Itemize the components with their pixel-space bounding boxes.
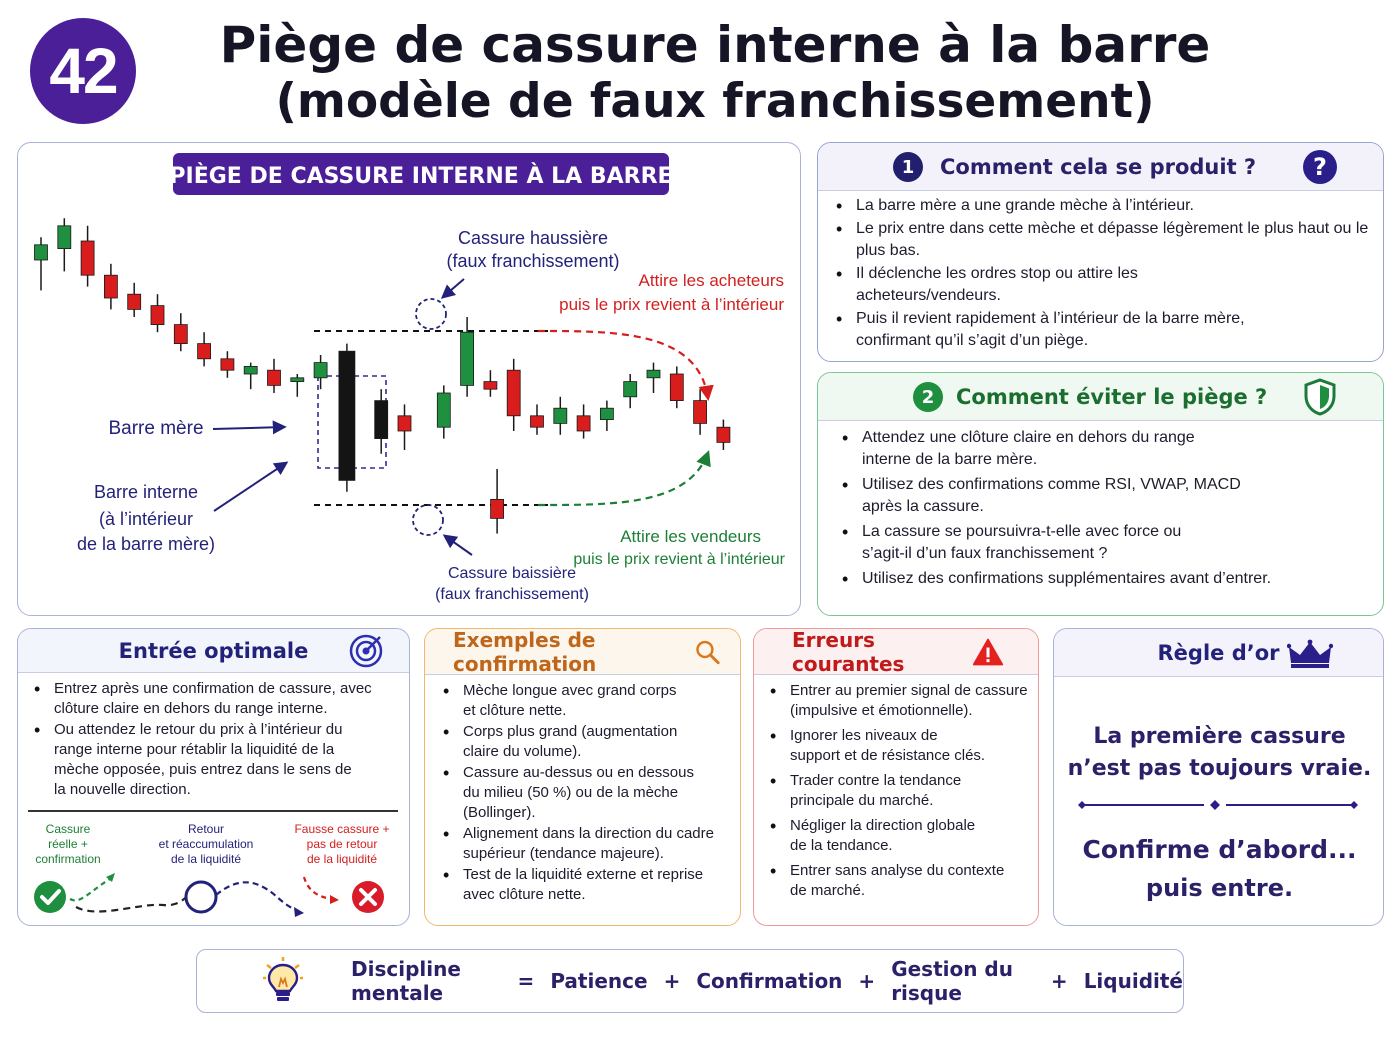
formula-operator: + [858, 969, 876, 993]
candle-body [244, 366, 257, 374]
candle-body [151, 306, 164, 325]
warning-icon [972, 636, 1004, 668]
gold-line-4: puis entre. [1145, 874, 1294, 902]
reaccumulation-label-3: de la liquidité [170, 852, 242, 866]
reaccumulation-label-2: et réaccumulation [158, 837, 254, 851]
number-badge: 42 [30, 18, 136, 124]
candle [531, 404, 544, 434]
mother-candle [339, 344, 355, 492]
how-item: • Puis il revient rapidement à l’intérieur de la barre mère, confirmant qu’il s’agit d’un piège. [834, 308, 1304, 352]
lightbulb-icon [263, 957, 303, 1005]
candle-body [717, 427, 730, 442]
entry-item: • Ou attendez le retour du prix à l’intérieur du range interne pour rétablir la liquidité de la mèche opposée, puis entrez dans le sens de la nouvelle direction. [32, 720, 352, 800]
candle [647, 363, 660, 393]
how-header [818, 143, 1383, 191]
formula-term: Patience [550, 969, 648, 993]
candle [104, 264, 117, 310]
cross-icon [352, 881, 384, 913]
candle-body [398, 416, 411, 431]
sellers-label-2: puis le prix revient à l’intérieur [573, 551, 785, 568]
error-item: • Trader contre la tendance principale du marché. [768, 771, 978, 811]
bullish-breakout-arrow [443, 279, 464, 297]
entry-item: • Entrez après une confirmation de cassure, avec clôture claire en dehors du range interne. [32, 679, 392, 719]
reaccumulation-label-1: Retour [187, 822, 225, 836]
gold-line-1: La première cassure [1093, 724, 1346, 749]
candle [577, 404, 590, 438]
avoid-item: • Utilisez des confirmations supplémentaires avant d’entrer. [840, 568, 1370, 590]
entry-title: Entrée optimale [118, 638, 309, 663]
error-item: • Ignorer les niveaux de support et de résistance clés. [768, 726, 988, 766]
candle-body [437, 393, 450, 427]
false-breakout-label-3: de la liquidité [306, 852, 378, 866]
how-item: • La barre mère a une grande mèche à l’intérieur. [834, 195, 1374, 217]
candle [717, 420, 730, 450]
common-errors-card [753, 628, 1039, 926]
sellers-return-arrow [538, 453, 708, 505]
candle-body [531, 416, 544, 427]
candle-body [484, 382, 497, 390]
formula-operator: = [517, 969, 535, 993]
candle-body [670, 374, 683, 401]
gold-divider [1074, 797, 1364, 813]
candle [244, 363, 257, 390]
formula-term: Discipline mentale [351, 957, 461, 1005]
discipline-formula [196, 949, 1184, 1013]
reaccumulation-circle [186, 882, 216, 912]
buyers-label-1: Attire les acheteurs [638, 271, 784, 290]
confirm-header [425, 629, 740, 675]
candle-body [198, 344, 211, 359]
candle [507, 359, 520, 431]
candle [291, 374, 304, 397]
candle [174, 313, 187, 351]
candle [624, 374, 637, 408]
confirm-title: Exemples de confirmation [453, 628, 597, 676]
inside-bar-label-3: de la barre mère) [76, 534, 216, 554]
error-item: • Négliger la direction globale de la tendance. [768, 816, 988, 856]
bearish-breakout-arrow [445, 536, 472, 555]
entry-divider [28, 810, 398, 812]
false-breakout-path [304, 877, 332, 899]
candle-body [314, 363, 327, 378]
entry-list [32, 679, 392, 801]
avoid-item: • Utilisez des confirmations comme RSI, VWAP, MACD après la cassure. [840, 474, 1280, 518]
real-breakout-label-2: réelle + [48, 837, 88, 851]
candle-body [600, 408, 613, 419]
confirmation-examples-card [424, 628, 741, 926]
errors-list [768, 681, 1030, 902]
confirm-item: • Mèche longue avec grand corps et clôture nette. [441, 681, 681, 721]
candle [398, 404, 411, 450]
candle-body [58, 226, 71, 249]
liquidity-path [216, 882, 298, 911]
inside-bar-arrow [214, 463, 286, 511]
page-title: Piège de cassure interne à la barre [219, 16, 1211, 74]
avoid-header [818, 373, 1383, 421]
how-list [834, 195, 1374, 353]
how-it-happens-card [817, 142, 1384, 362]
candle [670, 366, 683, 408]
chart-panel [17, 142, 801, 616]
svg-text:1: 1 [901, 156, 915, 178]
svg-text:2: 2 [921, 386, 935, 408]
candle [128, 283, 141, 317]
formula-operator: + [663, 969, 681, 993]
false-breakout-label-2: pas de retour [306, 837, 378, 851]
sellers-label-1: Attire les vendeurs [620, 527, 761, 546]
bullish-breakout-label-1: Cassure haussière [457, 228, 609, 248]
formula-operator: + [1050, 969, 1068, 993]
candle [554, 397, 567, 435]
candle-body [35, 245, 48, 260]
gold-line-2: n’est pas toujours vraie. [1067, 756, 1372, 781]
entry-diagram [18, 815, 410, 925]
candle-body [104, 275, 117, 298]
errors-title: Erreurs courantes [792, 628, 905, 676]
page-subtitle: (modèle de faux franchissement) [275, 74, 1155, 129]
false-breakout-label-1: Fausse cassure + [294, 822, 390, 836]
confirm-list [441, 681, 731, 906]
candle-body [81, 241, 94, 275]
inside-bar-label-1: Barre interne [93, 482, 199, 502]
candle [491, 469, 504, 534]
candle [221, 351, 234, 378]
gold-header [1054, 629, 1383, 677]
candle [35, 237, 48, 290]
formula-term: Gestion du risque [891, 957, 1013, 1005]
mother-bar-arrow [213, 427, 284, 429]
avoid-title: Comment éviter le piège ? [956, 384, 1268, 409]
bullish-breakout-circle [416, 299, 446, 329]
return-path [76, 897, 186, 912]
candle [484, 370, 497, 397]
candle-body [624, 382, 637, 397]
candle-body [461, 332, 474, 385]
candle-body [554, 408, 567, 423]
candle-body [647, 370, 660, 378]
candle [151, 294, 164, 332]
how-title: Comment cela se produit ? [940, 154, 1257, 179]
confirm-item: • Corps plus grand (augmentation claire du volume). [441, 722, 681, 762]
how-item: • Le prix entre dans cette mèche et dépasse légèrement le plus haut ou le plus bas. [834, 218, 1374, 262]
magnifier-icon [695, 637, 720, 667]
inside-bar-label-2: (à l’intérieur [98, 509, 194, 529]
candle [461, 317, 474, 397]
bearish-breakout-label-1: Cassure baissière [447, 565, 577, 582]
candle-body [268, 370, 281, 385]
avoid-list [840, 427, 1370, 591]
svg-text:?: ? [1313, 152, 1327, 181]
candle [314, 355, 327, 389]
step-one-icon [892, 151, 924, 183]
error-item: • Entrer au premier signal de cassure (impulsive et émotionnelle). [768, 681, 1030, 721]
avoid-item: • La cassure se poursuivra-t-elle avec force ou s’agit-il d’un faux franchissement ? [840, 521, 1200, 565]
error-item: • Entrer sans analyse du contexte de marché. [768, 861, 1008, 901]
step-two-icon [912, 381, 944, 413]
confirm-item: • Test de la liquidité externe et reprise avec clôture nette. [441, 865, 731, 905]
target-icon [349, 634, 383, 668]
formula-term: Liquidité [1083, 969, 1183, 993]
candle [198, 332, 211, 366]
candle [81, 226, 94, 287]
how-item: • Il déclenche les ordres stop ou attire les acheteurs/vendeurs. [834, 263, 1164, 307]
golden-rule-card [1053, 628, 1384, 926]
mother-bar-label: Barre mère [108, 418, 204, 439]
candle-body [339, 351, 355, 480]
confirm-item: • Alignement dans la direction du cadre supérieur (tendance majeure). [441, 824, 731, 864]
question-icon [1301, 148, 1339, 186]
real-breakout-label-3: confirmation [35, 852, 101, 866]
candle-body [694, 401, 707, 424]
candle [58, 218, 71, 271]
entry-header [18, 629, 409, 673]
buyers-label-2: puis le prix revient à l’intérieur [559, 295, 784, 314]
real-breakout-path [70, 879, 110, 900]
formula-term: Confirmation [696, 969, 843, 993]
errors-header [754, 629, 1038, 675]
candle-body [174, 325, 187, 344]
candlestick-chart [18, 143, 801, 616]
candle [600, 401, 613, 431]
bearish-breakout-label-2: (faux franchissement) [435, 586, 589, 603]
candle [437, 385, 450, 438]
avoid-item: • Attendez une clôture claire en dehors du range interne de la barre mère. [840, 427, 1240, 471]
avoid-trap-card [817, 372, 1384, 616]
optimal-entry-card [17, 628, 410, 926]
candle-body [507, 370, 520, 416]
candle-body [221, 359, 234, 370]
candle-body [577, 416, 590, 431]
shield-icon [1303, 378, 1337, 416]
candle-body [491, 499, 504, 518]
bearish-breakout-circle [413, 505, 443, 535]
gold-title: Règle d’or [1157, 640, 1280, 665]
chart-banner-text: PIÈGE DE CASSURE INTERNE À LA BARRE [169, 164, 673, 189]
candle-body [375, 401, 388, 439]
check-icon [34, 881, 66, 913]
candle [694, 389, 707, 435]
real-breakout-label-1: Cassure [45, 822, 91, 836]
crown-icon [1287, 639, 1333, 669]
bullish-breakout-label-2: (faux franchissement) [446, 251, 620, 271]
candle-body [291, 378, 304, 382]
confirm-item: • Cassure au-dessus ou en dessous du milieu (50 %) ou de la mèche (Bollinger). [441, 763, 701, 823]
candle-body [128, 294, 141, 309]
gold-line-3: Confirme d’abord... [1082, 835, 1357, 864]
candle [268, 359, 281, 393]
